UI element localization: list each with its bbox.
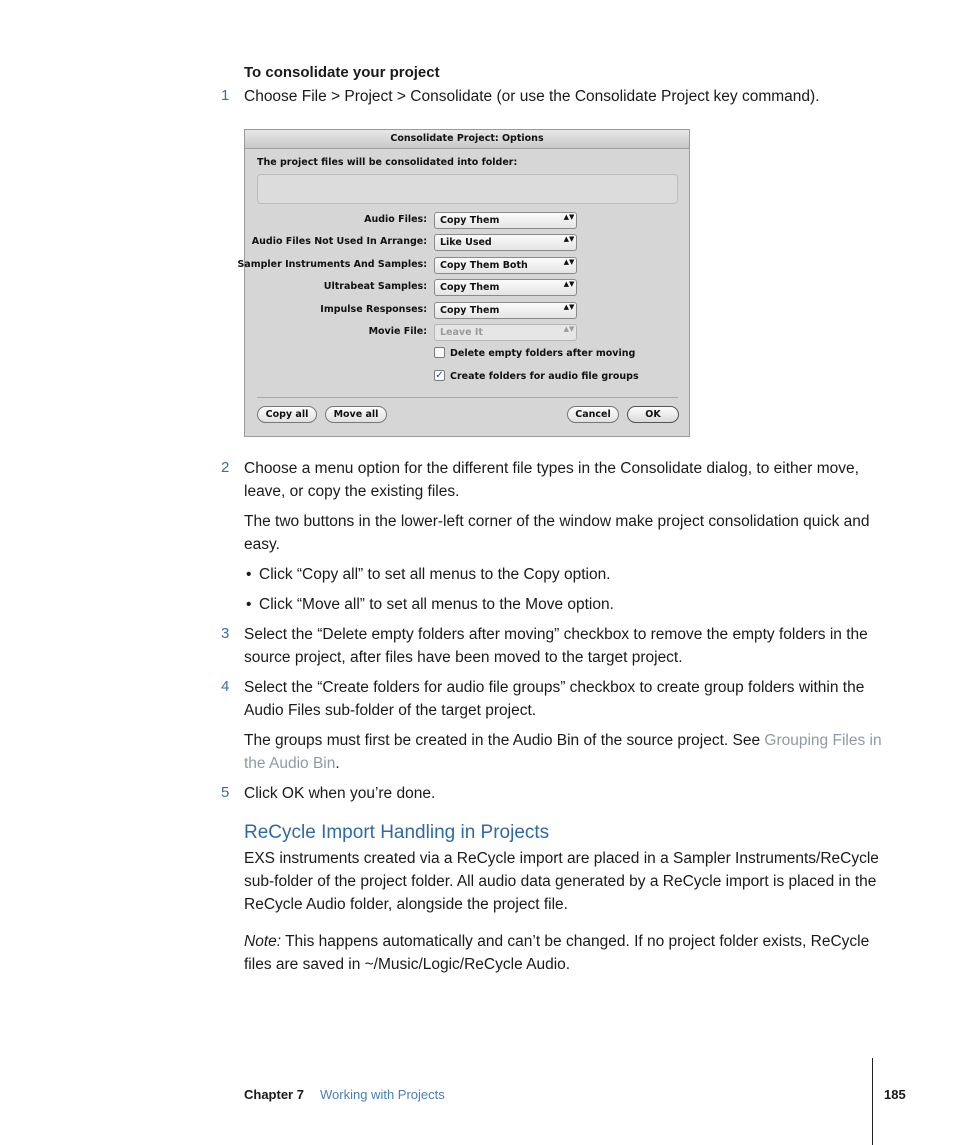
bullet-text: Click “Move all” to set all menus to the Move option. <box>259 596 614 613</box>
step-number-1: 1 <box>221 87 230 104</box>
note-label: Note: <box>244 933 282 950</box>
option-label-audio-files: Audio Files: <box>364 214 427 225</box>
task-title: To consolidate your project <box>244 64 440 81</box>
checkbox-label: Create folders for audio file groups <box>450 371 639 382</box>
sampler-instruments-popup[interactable] <box>434 257 577 274</box>
create-group-folders-checkbox[interactable]: ✓ <box>435 370 444 381</box>
option-label-unused-audio: Audio Files Not Used In Arrange: <box>251 236 427 247</box>
step-number-2: 2 <box>221 459 230 476</box>
step-1-text: Choose File > Project > Consolidate (or use the Consolidate Project key command). <box>244 88 820 105</box>
move-all-button[interactable]: Move all <box>325 406 387 423</box>
step-2-paragraph: The two buttons in the lower-left corner of the window make project consolidation quick and easy. <box>244 513 870 553</box>
popup-arrows-icon: ▲▼ <box>563 235 575 243</box>
page-number: 185 <box>884 1087 906 1102</box>
dialog-separator <box>257 397 678 398</box>
popup-value: Copy Them Both <box>440 260 528 271</box>
ok-button[interactable]: OK <box>627 406 679 423</box>
paragraph-text: The groups must first be created in the Audio Bin of the source project. See <box>244 732 765 749</box>
checkbox-label: Delete empty folders after moving <box>450 348 636 359</box>
bullet-icon: • <box>246 596 252 613</box>
note-paragraph <box>244 930 884 976</box>
bullet-copy-all <box>246 563 611 586</box>
popup-arrows-icon: ▲▼ <box>563 280 575 288</box>
step-number-3: 3 <box>221 625 230 642</box>
popup-value: Leave It <box>440 327 483 338</box>
footer-chapter-title: Working with Projects <box>320 1087 445 1102</box>
bullet-icon: • <box>246 566 252 583</box>
audio-files-popup[interactable] <box>434 212 577 229</box>
footer-divider <box>872 1058 873 1145</box>
option-label-ultrabeat: Ultrabeat Samples: <box>323 281 427 292</box>
option-label-sampler: Sampler Instruments And Samples: <box>237 259 427 270</box>
step-number-5: 5 <box>221 784 230 801</box>
step-2-text: Choose a menu option for the different file types in the Consolidate dialog, to either move, leave, or copy the existing files. <box>244 460 859 500</box>
create-group-folders-checkbox-row[interactable] <box>434 371 639 382</box>
impulse-responses-popup[interactable] <box>434 302 577 319</box>
popup-value: Copy Them <box>440 305 500 316</box>
section-paragraph: EXS instruments created via a ReCycle import are placed in a Sampler Instruments/ReCycle sub-folder of the project folder. All audio data generated by a ReCycle import is placed in the ReCycle Audio folder, alongside the project file. <box>244 850 879 913</box>
popup-arrows-icon: ▲▼ <box>563 303 575 311</box>
step-5-text: Click OK when you’re done. <box>244 785 436 802</box>
movie-file-popup <box>434 324 577 341</box>
delete-empty-folders-checkbox-row[interactable] <box>434 348 635 359</box>
grouping-files-link[interactable]: Grouping Files in the Audio Bin <box>244 732 882 772</box>
cancel-button[interactable]: Cancel <box>567 406 619 423</box>
option-label-impulse: Impulse Responses: <box>320 304 427 315</box>
note-text: This happens automatically and can’t be changed. If no project folder exists, ReCycle files are saved in ~/Music/Logic/ReCycle Audio. <box>244 933 870 973</box>
popup-value: Copy Them <box>440 215 500 226</box>
popup-value: Copy Them <box>440 282 500 293</box>
popup-arrows-icon: ▲▼ <box>563 213 575 221</box>
unused-audio-files-popup[interactable] <box>434 234 577 251</box>
delete-empty-folders-checkbox[interactable] <box>434 347 445 358</box>
dialog-intro-label: The project files will be consolidated into folder: <box>257 157 518 168</box>
popup-value: Like Used <box>440 237 492 248</box>
step-4-text: Select the “Create folders for audio file groups” checkbox to create group folders within the Audio Files sub-folder of the target project. <box>244 679 865 719</box>
section-heading: ReCycle Import Handling in Projects <box>244 822 550 843</box>
step-3-text: Select the “Delete empty folders after moving” checkbox to remove the empty folders in the source project, after files have been moved to the target project. <box>244 626 868 666</box>
consolidate-options-dialog <box>237 129 690 437</box>
ultrabeat-samples-popup[interactable] <box>434 279 577 296</box>
step-4-paragraph <box>244 729 884 775</box>
paragraph-end: . <box>335 755 340 772</box>
dialog-title: Consolidate Project: Options <box>245 130 689 149</box>
popup-arrows-icon: ▲▼ <box>563 325 575 333</box>
destination-folder-field[interactable] <box>257 174 678 204</box>
option-label-movie: Movie File: <box>368 326 427 337</box>
bullet-move-all <box>246 593 614 616</box>
popup-arrows-icon: ▲▼ <box>563 258 575 266</box>
step-number-4: 4 <box>221 678 230 695</box>
copy-all-button[interactable]: Copy all <box>257 406 317 423</box>
footer-chapter: Chapter 7 <box>244 1087 304 1102</box>
bullet-text: Click “Copy all” to set all menus to the Copy option. <box>259 566 611 583</box>
